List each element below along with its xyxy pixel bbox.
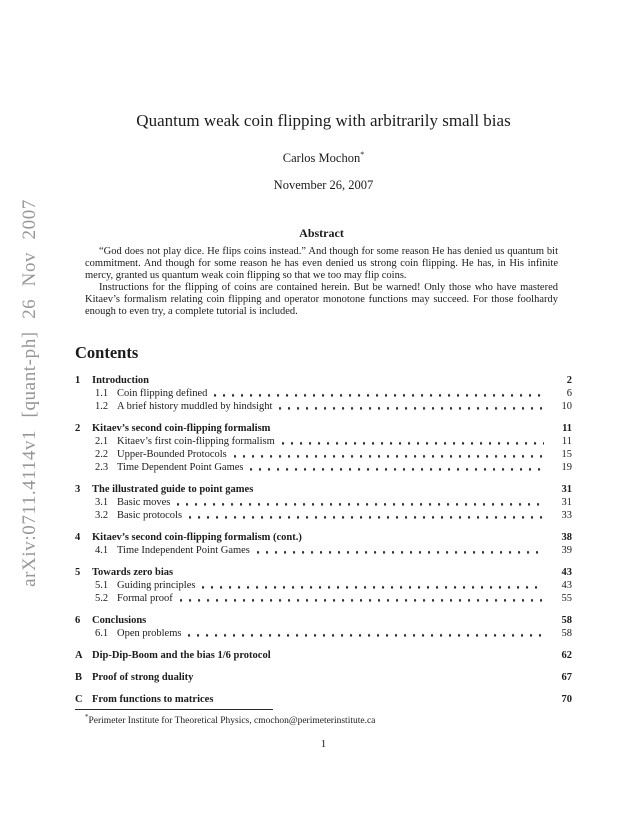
toc-dot-leader [188, 627, 544, 637]
toc-group [75, 422, 572, 474]
toc-entry-title: Towards zero bias [92, 567, 174, 578]
toc-group [75, 374, 572, 413]
toc-entry-number: 4.1 [95, 545, 109, 556]
toc-page-number: 19 [561, 462, 572, 473]
toc-section-row[interactable] [75, 531, 572, 544]
toc-page-number: 15 [561, 449, 572, 460]
toc-dot-leader [282, 435, 544, 445]
toc-entry-number: 6.1 [95, 628, 109, 639]
toc-entry-number: 5.2 [95, 593, 109, 604]
toc-entry-number: 1.2 [95, 401, 109, 412]
footnote [75, 713, 572, 726]
abstract-paragraph: “God does not play dice. He flips coins instead.” And though for some reason He has denied us quantum bit commitment. And though for some reason he has even denied us strong coin flipping. He has, in His infinite mercy, granted us quantum weak coin flipping so that we too may flip coins. [85, 246, 558, 281]
toc-page-number: 10 [561, 401, 572, 412]
toc-page-number: 31 [561, 497, 572, 508]
toc-entry-number: 2.3 [95, 462, 109, 473]
toc-subsection-row[interactable] [75, 400, 572, 413]
paper-date: November 26, 2007 [273, 178, 374, 192]
toc-entry-title: Kitaev’s second coin-flipping formalism [92, 423, 271, 434]
toc-subsection-row[interactable] [75, 496, 572, 509]
toc-entry-title: Open problems [117, 628, 182, 639]
toc-page-number: 58 [561, 628, 572, 639]
author-name: Carlos Mochon [282, 151, 361, 166]
toc-page-number: 31 [561, 484, 572, 495]
toc-dot-leader [180, 592, 544, 602]
toc-dot-leader [250, 461, 544, 471]
toc-subsection-row[interactable] [75, 544, 572, 557]
toc-entry-number: 3 [75, 484, 81, 495]
table-of-contents [75, 374, 572, 706]
toc-entry-title: Basic protocols [117, 510, 183, 521]
toc-subsection-row[interactable] [75, 579, 572, 592]
toc-entry-number: 4 [75, 532, 81, 543]
toc-page-number: 6 [566, 388, 572, 399]
toc-entry-title: Coin flipping defined [117, 388, 208, 399]
toc-entry-number: 6 [75, 615, 81, 626]
toc-subsection-row[interactable] [75, 387, 572, 400]
toc-dot-leader [189, 509, 544, 519]
toc-entry-number: 1 [75, 375, 81, 386]
toc-subsection-row[interactable] [75, 509, 572, 522]
toc-dot-leader [234, 448, 544, 458]
toc-dot-leader [214, 387, 544, 397]
toc-group [75, 531, 572, 557]
toc-entry-title: The illustrated guide to point games [92, 484, 254, 495]
toc-page-number: 43 [561, 580, 572, 591]
toc-group [75, 649, 572, 662]
author-line [75, 150, 572, 166]
toc-entry-title: Proof of strong duality [92, 672, 194, 683]
footnote-rule [75, 709, 273, 710]
toc-entry-title: Time Dependent Point Games [117, 462, 244, 473]
toc-subsection-row[interactable] [75, 627, 572, 640]
toc-entry-number: 2.1 [95, 436, 109, 447]
toc-entry-title: Kitaev’s second coin-flipping formalism (cont.) [92, 532, 302, 543]
toc-page-number: 58 [561, 615, 572, 626]
toc-page-number: 67 [561, 672, 572, 683]
toc-section-row[interactable] [75, 614, 572, 627]
toc-page-number: 38 [561, 532, 572, 543]
toc-entry-number: A [75, 650, 83, 661]
toc-entry-number: C [75, 694, 83, 705]
toc-page-number: 55 [561, 593, 572, 604]
toc-group [75, 483, 572, 522]
toc-entry-title: Basic moves [117, 497, 171, 508]
toc-section-row[interactable] [75, 649, 572, 662]
toc-entry-title: Kitaev’s first coin-flipping formalism [117, 436, 275, 447]
toc-group [75, 566, 572, 605]
toc-group [75, 614, 572, 640]
toc-section-row[interactable] [75, 566, 572, 579]
toc-group [75, 671, 572, 684]
toc-page-number: 43 [561, 567, 572, 578]
toc-subsection-row[interactable] [75, 592, 572, 605]
toc-entry-number: 5.1 [95, 580, 109, 591]
toc-entry-title: Introduction [92, 375, 149, 386]
author-footnote-marker: * [360, 150, 365, 159]
toc-subsection-row[interactable] [75, 448, 572, 461]
toc-entry-number: 3.2 [95, 510, 109, 521]
toc-page-number: 70 [561, 694, 572, 705]
toc-dot-leader [177, 496, 544, 506]
toc-dot-leader [257, 544, 544, 554]
toc-entry-title: A brief history muddled by hindsight [117, 401, 273, 412]
toc-section-row[interactable] [75, 422, 572, 435]
toc-entry-number: 2 [75, 423, 81, 434]
abstract-section [85, 226, 558, 317]
toc-entry-title: Dip-Dip-Boom and the bias 1/6 protocol [92, 650, 271, 661]
toc-entry-title: Conclusions [92, 615, 147, 626]
toc-entry-title: From functions to matrices [92, 694, 214, 705]
toc-page-number: 33 [561, 510, 572, 521]
toc-entry-number: 5 [75, 567, 81, 578]
toc-entry-number: 3.1 [95, 497, 109, 508]
toc-page-number: 11 [561, 436, 572, 447]
toc-page-number: 39 [561, 545, 572, 556]
toc-page-number: 11 [562, 423, 572, 434]
arxiv-watermark: arXiv:0711.4114v1 [quant-ph] 26 Nov 2007 [19, 199, 40, 587]
abstract-paragraph: Instructions for the flipping of coins are contained herein. But be warned! Only those who have mastered Kitaev’s formalism relating coin flipping and operator monotone functions may succeed. For those foolhardy enough to even try, a complete tutorial is included. [85, 281, 558, 317]
page-number: 1 [320, 738, 327, 750]
toc-entry-title: Formal proof [117, 593, 173, 604]
toc-page-number: 62 [561, 650, 572, 661]
toc-entry-number: B [75, 672, 83, 683]
contents-heading: Contents [75, 343, 139, 362]
toc-entry-title: Time Independent Point Games [117, 545, 250, 556]
toc-entry-number: 2.2 [95, 449, 109, 460]
toc-section-row[interactable] [75, 483, 572, 496]
toc-entry-number: 1.1 [95, 388, 109, 399]
toc-dot-leader [202, 579, 544, 589]
toc-subsection-row[interactable] [75, 435, 572, 448]
toc-group [75, 693, 572, 706]
toc-dot-leader [279, 400, 544, 410]
toc-section-row[interactable] [75, 374, 572, 387]
paper-title: Quantum weak coin flipping with arbitrarily small bias [136, 111, 511, 130]
toc-entry-title: Guiding principles [117, 580, 196, 591]
toc-section-row[interactable] [75, 693, 572, 706]
toc-subsection-row[interactable] [75, 461, 572, 474]
footnote-text: Perimeter Institute for Theoretical Physics, cmochon@perimeterinstitute.ca [88, 716, 376, 727]
toc-page-number: 2 [566, 375, 572, 386]
toc-entry-title: Upper-Bounded Protocols [117, 449, 227, 460]
abstract-heading: Abstract [299, 226, 344, 240]
toc-section-row[interactable] [75, 671, 572, 684]
footnote-marker: * [85, 713, 89, 721]
